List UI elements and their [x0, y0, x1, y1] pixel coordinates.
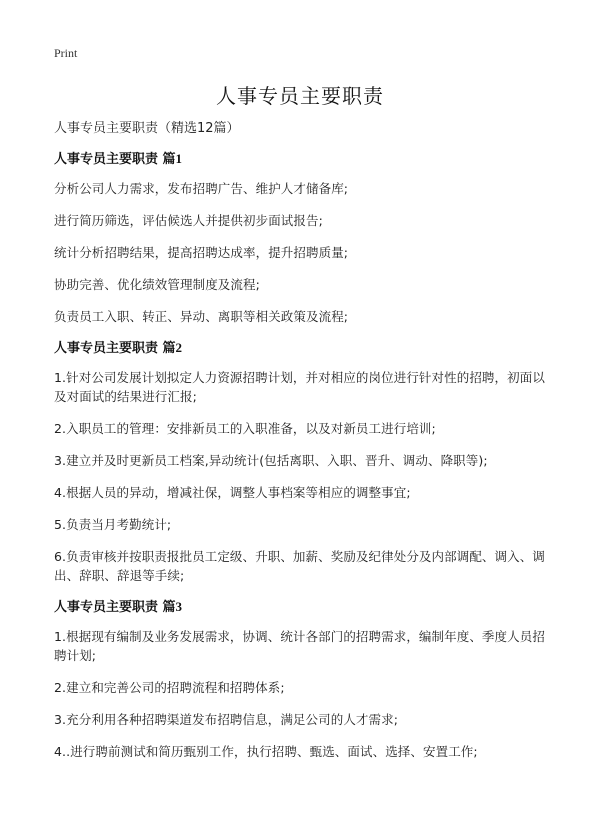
- paragraph: 5.负责当月考勤统计;: [54, 517, 172, 532]
- paragraph: 3.充分利用各种招聘渠道发布招聘信息，满足公司的人才需求;: [54, 712, 399, 727]
- section-1: [54, 150, 554, 326]
- document-subtitle: 人事专员主要职责（精选12篇）: [54, 121, 240, 136]
- section-3: [54, 598, 554, 761]
- paragraph: 分析公司人力需求，发布招聘广告、维护人才储备库;: [54, 181, 349, 196]
- section-heading-text: 人事专员主要职责: [54, 152, 163, 167]
- section-heading: [54, 339, 554, 358]
- section-heading-number: 篇1: [162, 151, 183, 166]
- paragraph: 4.根据人员的异动，增减社保，调整人事档案等相应的调整事宜;: [54, 485, 411, 500]
- section-heading: [54, 150, 554, 169]
- section-2: [54, 339, 554, 585]
- paragraph: 统计分析招聘结果，提高招聘达成率，提升招聘质量;: [54, 245, 349, 260]
- document-body: [54, 120, 554, 774]
- paragraph: 2.入职员工的管理：安排新员工的入职准备，以及对新员工进行培训;: [54, 421, 436, 436]
- section-heading: [54, 598, 554, 617]
- print-label: Print: [54, 46, 78, 60]
- paragraph: 协助完善、优化绩效管理制度及流程;: [54, 277, 260, 292]
- section-heading-text: 人事专员主要职责: [54, 600, 163, 615]
- paragraph: 6.负责审核并按职责报批员工定级、升职、加薪、奖励及纪律处分及内部调配、调入、调出、辞职、辞退等手续;: [54, 549, 545, 583]
- section-heading-text: 人事专员主要职责: [54, 341, 163, 356]
- paragraph: 进行简历筛选，评估候选人并提供初步面试报告;: [54, 213, 323, 228]
- paragraph: 2.建立和完善公司的招聘流程和招聘体系;: [54, 680, 285, 695]
- paragraph: 负责员工入职、转正、异动、离职等相关政策及流程;: [54, 309, 349, 324]
- document-title: 人事专员主要职责: [216, 84, 384, 108]
- paragraph: 3.建立并及时更新员工档案,异动统计(包括离职、入职、晋升、调动、降职等);: [54, 453, 488, 468]
- paragraph: 1.根据现有编制及业务发展需求，协调、统计各部门的招聘需求，编制年度、季度人员招聘计划;: [54, 629, 545, 663]
- section-heading-number: 篇3: [162, 599, 183, 614]
- paragraph: 4..进行聘前测试和简历甄别工作，执行招聘、甄选、面试、选择、安置工作;: [54, 744, 478, 759]
- paragraph: 1.针对公司发展计划拟定人力资源招聘计划，并对相应的岗位进行针对性的招聘，初面以及对面试的结果进行汇报;: [54, 370, 545, 404]
- section-heading-number: 篇2: [162, 340, 183, 355]
